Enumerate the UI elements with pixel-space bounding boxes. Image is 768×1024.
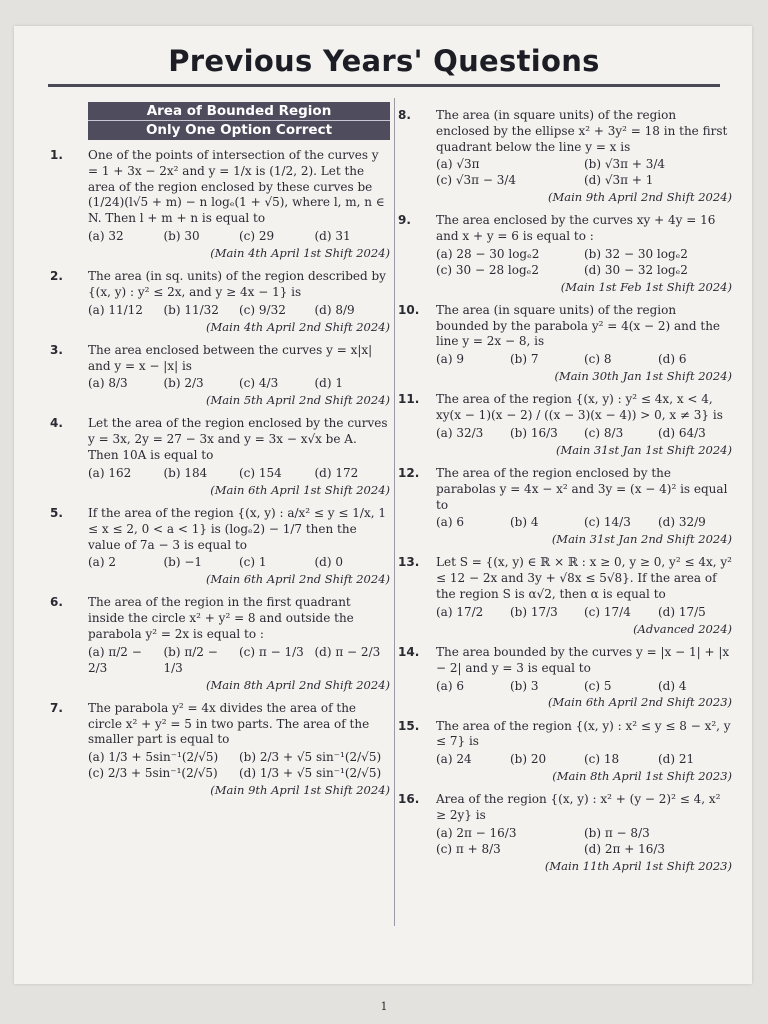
question-item xyxy=(50,505,390,587)
question-text: The area (in sq. units) of the region described by {(x, y) : y² ≤ 2x, and y ≥ 4x − 1} is xyxy=(88,269,386,299)
options-list xyxy=(436,247,732,279)
answer-option: (a) 28 − 30 logₑ2 xyxy=(436,246,540,261)
question-number: 8. xyxy=(398,108,411,122)
question-text: Let S = {(x, y) ∈ ℝ × ℝ : x ≥ 0, y ≥ 0, y² ≤ 4x, y² ≤ 12 − 2x and 3y + √8x ≤ 5√8}. If the area of the region S is α√2, then α is equal to xyxy=(436,555,732,602)
question-number: 5. xyxy=(50,505,63,520)
answer-option: (d) 172 xyxy=(314,465,359,480)
answer-option: (c) 8 xyxy=(584,352,612,367)
question-text: The area bounded by the curves y = |x − 1| + |x − 2| and y = 3 is equal to xyxy=(436,644,730,675)
question-number: 9. xyxy=(398,213,411,228)
question-source: (Main 6th April 2nd Shift 2023) xyxy=(547,695,732,710)
answer-option: (a) 32 xyxy=(88,229,124,244)
question-text: Area of the region {(x, y) : x² + (y − 2)² ≤ 4, x² ≥ 2y} is xyxy=(436,792,721,823)
column-divider xyxy=(394,98,395,926)
question-text: The area (in square units) of the region enclosed by the ellipse x² + 3y² = 18 in the first quadrant below the line y = x is xyxy=(436,108,728,154)
left-column xyxy=(50,100,390,798)
question-number: 1. xyxy=(50,148,63,162)
options-list xyxy=(88,555,390,571)
answer-option: (a) 6 xyxy=(436,678,464,693)
question-number: 12. xyxy=(398,465,420,480)
question-number: 6. xyxy=(50,595,63,610)
options-list xyxy=(88,376,390,392)
question-source: (Main 31st Jan 1st Shift 2024) xyxy=(556,442,732,457)
question-text: The area (in square units) of the region bounded by the parabola y² = 4(x − 2) and the line y = 2x − 8, is xyxy=(436,302,721,349)
question-number: 4. xyxy=(50,416,63,431)
question-number: 16. xyxy=(398,792,420,807)
question-text: The area enclosed between the curves y = x|x| and y = x − |x| is xyxy=(88,342,373,373)
options-list xyxy=(88,645,390,677)
question-item xyxy=(50,595,390,692)
question-item xyxy=(50,416,390,497)
question-text: The area of the region enclosed by the parabolas y = 4x − x² and 3y = (x − 4)² is equal to xyxy=(436,465,728,512)
answer-option: (d) 8/9 xyxy=(314,302,355,317)
right-column xyxy=(398,100,732,874)
answer-option: (d) 21 xyxy=(658,752,695,767)
options-list xyxy=(88,466,390,482)
answer-option: (c) 5 xyxy=(584,678,612,693)
question-number: 11. xyxy=(398,392,420,407)
question-item xyxy=(398,718,732,785)
question-text: The area of the region {(x, y) : x² ≤ y ≤ 8 − x², y ≤ 7} is xyxy=(436,718,731,749)
answer-option: (d) 1 xyxy=(314,376,343,391)
answer-option: (a) 32/3 xyxy=(436,425,484,440)
section-subheading: Only One Option Correct xyxy=(145,122,333,138)
answer-option: (a) √3π xyxy=(436,157,480,172)
answer-option: (b) √3π + 3/4 xyxy=(584,157,666,172)
question-text: Let the area of the region enclosed by the curves y = 3x, 2y = 27 − 3x and y = 3x − x√x be A. Then 10A is equal to xyxy=(88,416,388,463)
question-number: 7. xyxy=(50,700,63,715)
answer-option: (a) 162 xyxy=(88,465,132,480)
question-source: (Main 8th April 2nd Shift 2024) xyxy=(205,677,390,692)
answer-option: (a) 11/12 xyxy=(88,302,143,317)
options-list xyxy=(436,605,732,621)
answer-option: (d) √3π + 1 xyxy=(584,173,654,188)
answer-option: (a) π/2 − 2/3 xyxy=(88,644,142,675)
options-list xyxy=(436,826,732,858)
answer-option: (d) 4 xyxy=(658,678,687,693)
answer-option: (c) 30 − 28 logₑ2 xyxy=(436,262,539,277)
question-item xyxy=(398,392,732,458)
answer-option: (d) 17/5 xyxy=(658,604,706,619)
answer-option: (d) 32/9 xyxy=(658,515,706,530)
question-number: 3. xyxy=(50,342,63,357)
answer-option: (d) 64/3 xyxy=(658,425,706,440)
question-item xyxy=(398,108,732,205)
answer-option: (b) 184 xyxy=(163,465,208,480)
answer-option: (c) 18 xyxy=(584,752,620,767)
question-source: (Main 8th April 1st Shift 2023) xyxy=(552,769,732,784)
page-title: Previous Years' Questions xyxy=(168,44,600,78)
question-source: (Main 9th April 1st Shift 2024) xyxy=(210,782,390,797)
question-source: (Main 1st Feb 1st Shift 2024) xyxy=(560,279,732,294)
answer-option: (c) π − 1/3 xyxy=(239,644,304,659)
answer-option: (b) −1 xyxy=(163,555,203,570)
question-item xyxy=(398,644,732,711)
question-source: (Main 31st Jan 2nd Shift 2024) xyxy=(551,532,732,547)
question-number: 14. xyxy=(398,644,420,659)
page-number: 1 xyxy=(380,1000,388,1013)
question-text: The area enclosed by the curves xy + 4y = 16 and x + y = 6 is equal to : xyxy=(436,213,716,244)
question-source: (Main 9th April 2nd Shift 2024) xyxy=(547,190,732,205)
options-list xyxy=(436,752,732,768)
question-number: 15. xyxy=(398,718,420,733)
answer-option: (b) 30 xyxy=(163,229,200,244)
answer-option: (a) 17/2 xyxy=(436,604,484,619)
answer-option: (c) 8/3 xyxy=(584,425,624,440)
question-source: (Main 11th April 1st Shift 2023) xyxy=(544,858,732,873)
answer-option: (a) 6 xyxy=(436,515,464,530)
answer-option: (d) 31 xyxy=(314,229,351,244)
question-item xyxy=(50,700,390,798)
answer-option: (c) π + 8/3 xyxy=(436,841,501,856)
answer-option: (a) 24 xyxy=(436,752,472,767)
answer-option: (a) 2 xyxy=(88,555,116,570)
options-list xyxy=(436,426,732,442)
options-list xyxy=(436,352,732,368)
title-rule xyxy=(48,84,720,87)
options-list xyxy=(88,303,390,319)
answer-option: (d) 6 xyxy=(658,352,687,367)
options-list xyxy=(436,515,732,531)
answer-option: (d) π − 2/3 xyxy=(314,644,381,659)
question-item xyxy=(50,269,390,335)
answer-option: (b) 7 xyxy=(510,352,539,367)
answer-option: (d) 30 − 32 logₑ2 xyxy=(584,262,688,277)
question-item xyxy=(398,213,732,294)
answer-option: (a) 8/3 xyxy=(88,376,128,391)
answer-option: (d) 0 xyxy=(314,555,343,570)
question-item xyxy=(398,792,732,873)
answer-option: (a) 9 xyxy=(436,352,464,367)
answer-option: (b) 2/3 + √5 sin⁻¹(2/√5) xyxy=(239,750,382,765)
answer-option: (b) 20 xyxy=(510,752,547,767)
question-text: If the area of the region {(x, y) : a/x² ≤ y ≤ 1/x, 1 ≤ x ≤ 2, 0 < a < 1} is (logₑ2) − 1/7 then the value of 7a − 3 is equal to xyxy=(88,505,386,552)
question-number: 10. xyxy=(398,302,420,317)
question-item xyxy=(398,465,732,547)
answer-option: (c) √3π − 3/4 xyxy=(436,173,517,188)
answer-option: (c) 17/4 xyxy=(584,604,631,619)
options-list xyxy=(88,750,390,782)
options-list xyxy=(436,679,732,695)
answer-option: (c) 4/3 xyxy=(239,376,279,391)
question-item xyxy=(398,302,732,384)
question-item xyxy=(50,342,390,409)
question-source: (Advanced 2024) xyxy=(633,621,732,636)
question-number: 2. xyxy=(50,269,63,284)
answer-option: (b) π/2 − 1/3 xyxy=(163,644,218,675)
question-source: (Main 6th April 2nd Shift 2024) xyxy=(205,572,390,587)
question-text: The parabola y² = 4x divides the area of the circle x² + y² = 5 in two parts. The area of the smaller part is equal to xyxy=(88,700,370,747)
answer-option: (a) 1/3 + 5sin⁻¹(2/√5) xyxy=(88,750,219,765)
answer-option: (d) 1/3 + √5 sin⁻¹(2/√5) xyxy=(239,766,382,781)
answer-option: (d) 2π + 16/3 xyxy=(584,841,666,856)
answer-option: (b) 3 xyxy=(510,678,539,693)
question-item xyxy=(50,148,390,261)
question-source: (Main 30th Jan 1st Shift 2024) xyxy=(554,369,732,384)
answer-option: (c) 1 xyxy=(239,555,267,570)
options-list xyxy=(88,229,390,245)
section-banner xyxy=(88,102,390,140)
answer-option: (b) 32 − 30 logₑ2 xyxy=(584,246,688,261)
question-number: 13. xyxy=(398,555,420,570)
answer-option: (b) 17/3 xyxy=(510,604,558,619)
options-list xyxy=(436,157,732,189)
question-source: (Main 5th April 2nd Shift 2024) xyxy=(205,393,390,408)
answer-option: (b) π − 8/3 xyxy=(584,825,650,840)
answer-option: (c) 154 xyxy=(239,465,282,480)
answer-option: (b) 11/32 xyxy=(163,302,219,317)
question-source: (Main 6th April 1st Shift 2024) xyxy=(210,482,390,497)
question-item xyxy=(398,555,732,636)
answer-option: (b) 4 xyxy=(510,515,539,530)
question-source: (Main 4th April 1st Shift 2024) xyxy=(210,245,390,260)
answer-option: (b) 16/3 xyxy=(510,425,558,440)
answer-option: (c) 14/3 xyxy=(584,515,631,530)
question-text: The area of the region {(x, y) : y² ≤ 4x, x < 4, xy(x − 1)(x − 2) / ((x − 3)(x − 4)) > 0, x ≠ 3} is xyxy=(436,392,723,423)
answer-option: (a) 2π − 16/3 xyxy=(436,825,517,840)
question-text: One of the points of intersection of the curves y = 1 + 3x − 2x² and y = 1/x is (1/2, 2). Let the area of the region enclosed by these curves be (1/24)(l√5 + m) − n logₑ(1 + √5), where l, m, n ∈ N. Then l + m + n is equal to xyxy=(88,148,385,226)
section-heading: Area of Bounded Region xyxy=(88,102,390,121)
question-text: The area of the region in the first quadrant inside the circle x² + y² = 8 and outside the parabola y² = 2x is equal to : xyxy=(88,595,354,642)
answer-option: (c) 2/3 + 5sin⁻¹(2/√5) xyxy=(88,766,218,781)
question-source: (Main 4th April 2nd Shift 2024) xyxy=(205,319,390,334)
answer-option: (c) 29 xyxy=(239,229,275,244)
answer-option: (c) 9/32 xyxy=(239,302,286,317)
answer-option: (b) 2/3 xyxy=(163,376,204,391)
